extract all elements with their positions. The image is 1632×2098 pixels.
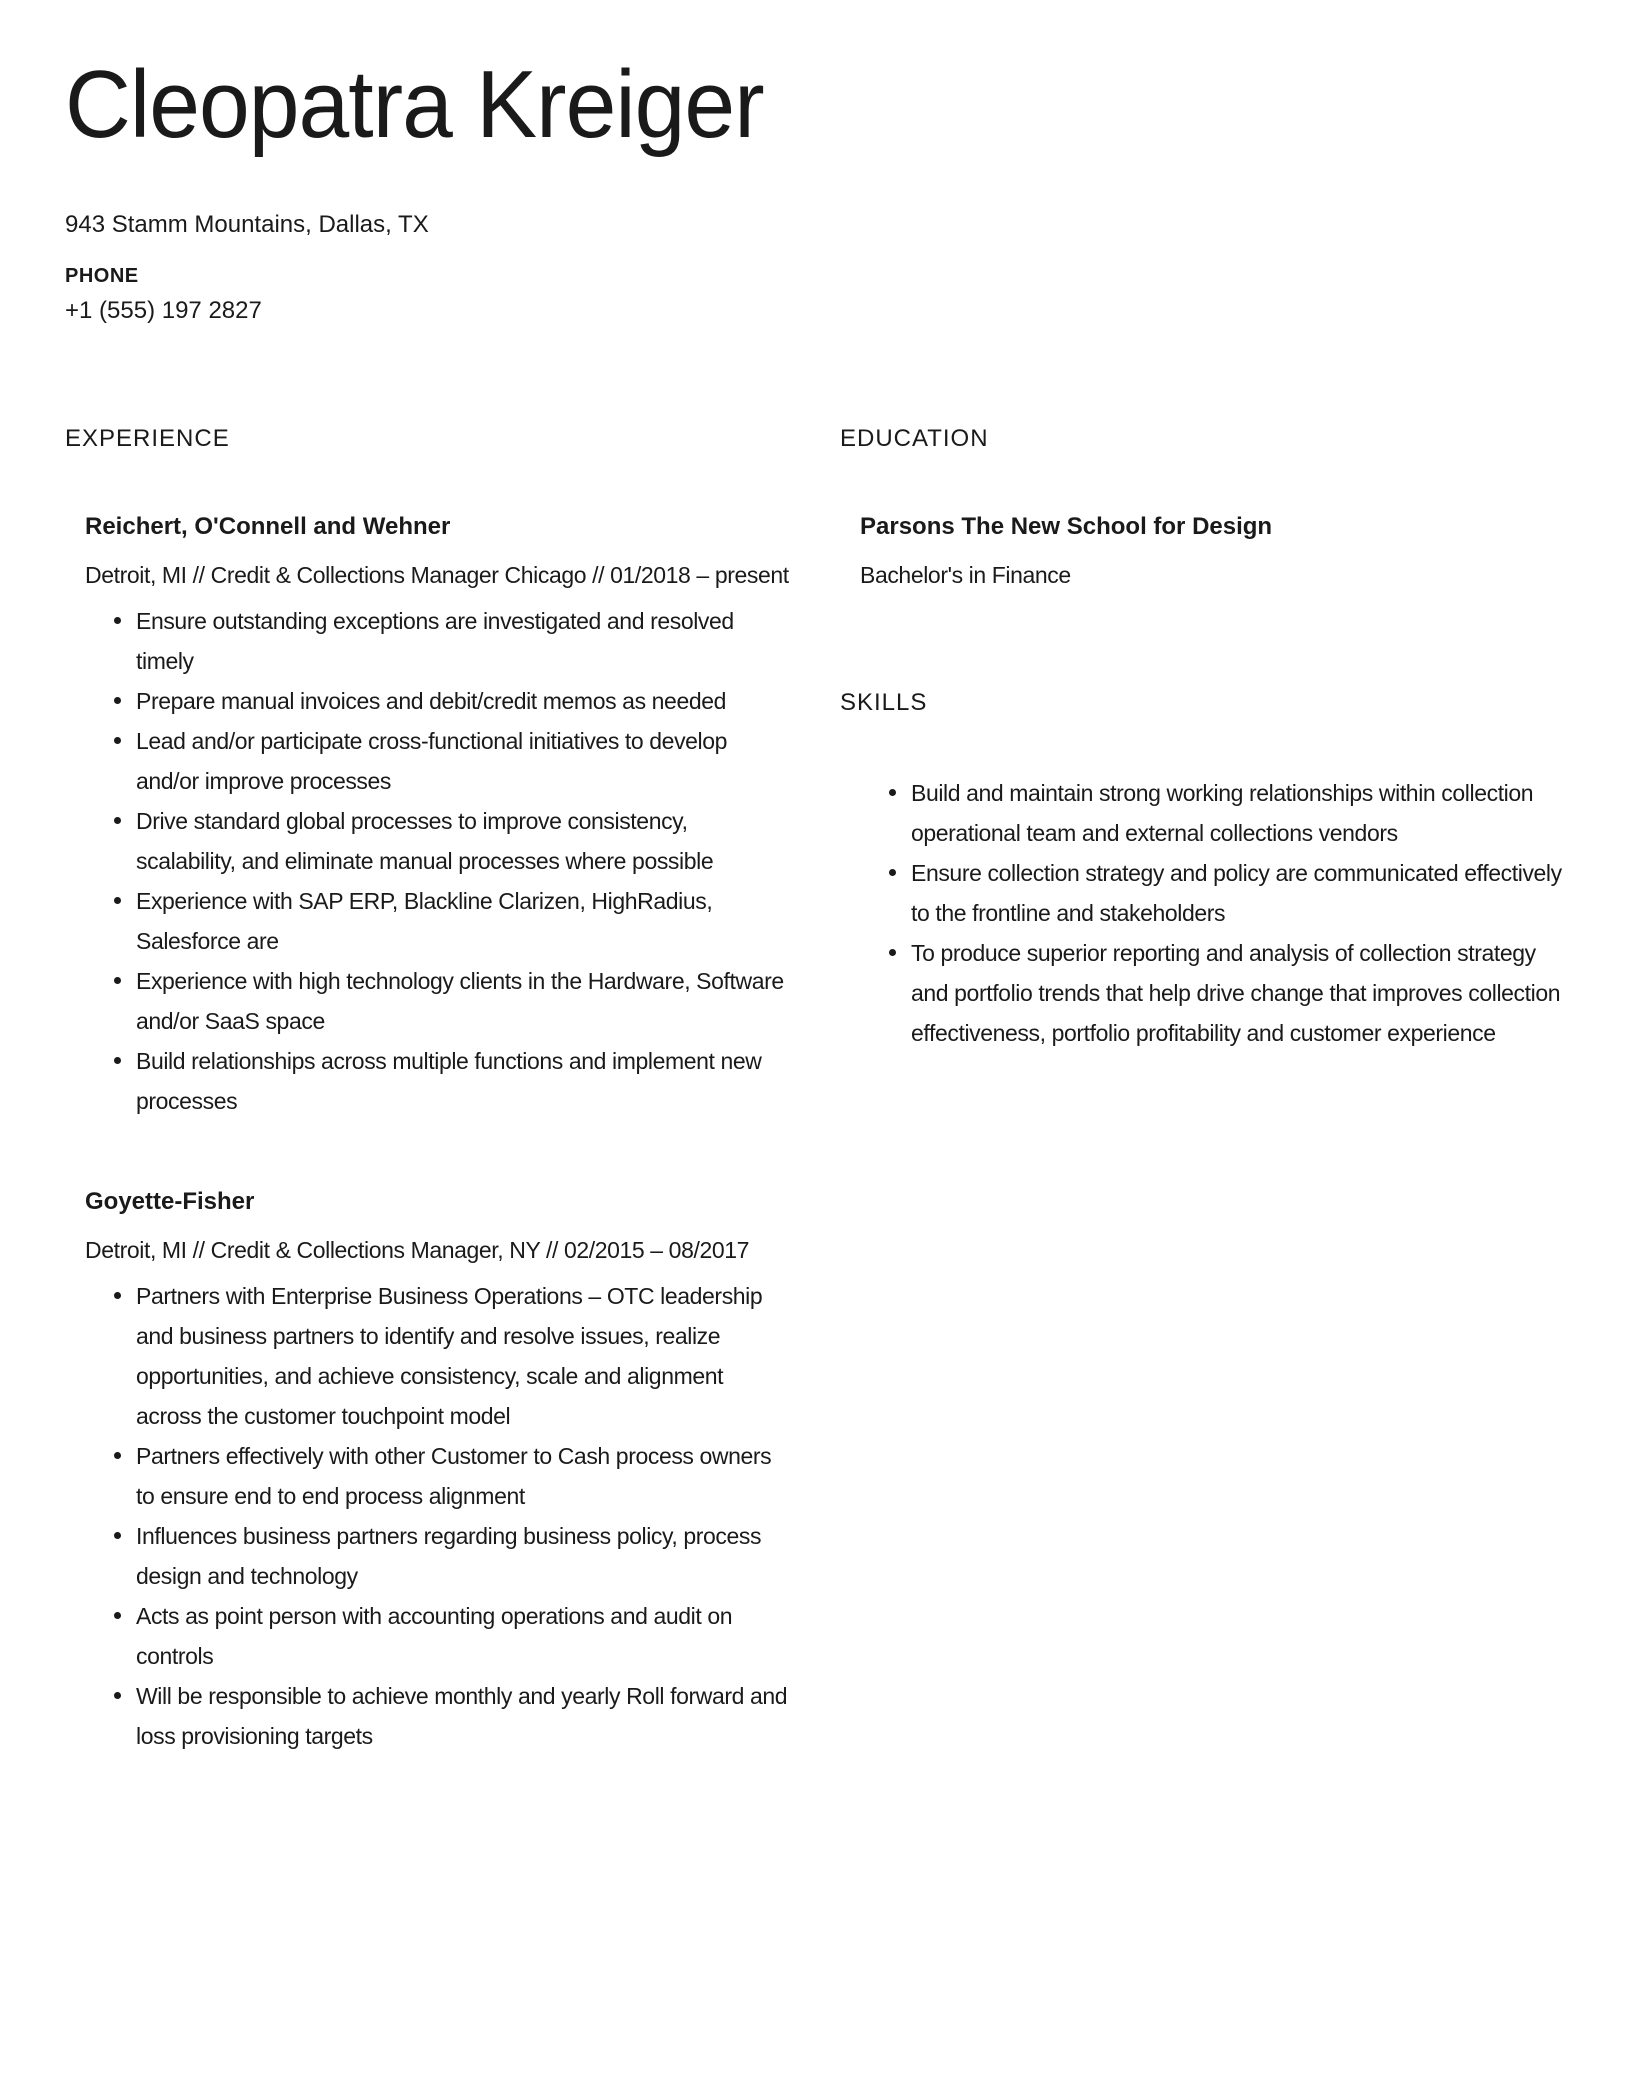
job-bullet: Experience with high technology clients in the Hardware, Software and/or SaaS space: [136, 961, 792, 1041]
resume-header: [65, 51, 1567, 331]
resume-page: [0, 51, 1632, 1756]
experience-job-1: [65, 509, 792, 1121]
skill-bullet: Ensure collection strategy and policy are communicated effectively to the frontline and stakeholders: [911, 853, 1567, 933]
job-bullet: Influences business partners regarding business policy, process design and technology: [136, 1516, 792, 1596]
job-meta: Detroit, MI // Credit & Collections Manager Chicago // 01/2018 – present: [85, 562, 789, 588]
job-meta: Detroit, MI // Credit & Collections Manager, NY // 02/2015 – 08/2017: [85, 1237, 750, 1263]
job-bullet: Partners effectively with other Customer to Cash process owners to ensure end to end process alignment: [136, 1436, 792, 1516]
school-name: Parsons The New School for Design: [860, 513, 1273, 540]
experience-job-2: [65, 1184, 792, 1756]
experience-column: [65, 423, 792, 1756]
education-entry: [840, 509, 1567, 596]
job-bullet: Ensure outstanding exceptions are investigated and resolved timely: [136, 601, 792, 681]
company-name: Goyette-Fisher: [85, 1188, 255, 1215]
phone-number: +1 (555) 197 2827: [65, 297, 262, 324]
job-bullet: Lead and/or participate cross-functional initiatives to develop and/or improve processes: [136, 721, 792, 801]
job-bullet: Drive standard global processes to improve consistency, scalability, and eliminate manual processes where possible: [136, 801, 792, 881]
job-bullet: Will be responsible to achieve monthly and yearly Roll forward and loss provisioning targets: [136, 1676, 792, 1756]
skills-body: [840, 773, 1567, 1053]
skill-bullet: Build and maintain strong working relationships within collection operational team and external collections vendors: [911, 773, 1567, 853]
experience-section-title: EXPERIENCE: [65, 425, 230, 452]
skills-bullet-list: [860, 773, 1567, 1053]
skills-section: [840, 687, 1567, 1053]
job-bullet: Acts as point person with accounting operations and audit on controls: [136, 1596, 792, 1676]
job-bullet: Experience with SAP ERP, Blackline Clarizen, HighRadius, Salesforce are: [136, 881, 792, 961]
company-name: Reichert, O'Connell and Wehner: [85, 513, 451, 540]
education-skills-column: [840, 423, 1567, 1756]
job-bullet: Partners with Enterprise Business Operations – OTC leadership and business partners to identify and resolve issues, realize opportunities, and achieve consistency, scale and alignment across the customer touchpoint model: [136, 1276, 792, 1436]
resume-columns: [65, 423, 1567, 1756]
job-bullet: Build relationships across multiple functions and implement new processes: [136, 1041, 792, 1121]
education-section: [840, 423, 1567, 596]
degree: Bachelor's in Finance: [860, 562, 1071, 588]
skill-bullet: To produce superior reporting and analysis of collection strategy and portfolio trends that help drive change that improves collection effectiveness, portfolio profitability and customer experience: [911, 933, 1567, 1053]
job-bullet: Prepare manual invoices and debit/credit memos as needed: [136, 681, 792, 721]
skills-section-title: SKILLS: [840, 689, 928, 716]
phone-label: PHONE: [65, 265, 139, 287]
candidate-name: Cleopatra Kreiger: [65, 51, 764, 158]
job-bullet-list: [85, 601, 792, 1121]
candidate-address: 943 Stamm Mountains, Dallas, TX: [65, 211, 429, 238]
education-section-title: EDUCATION: [840, 425, 989, 452]
job-bullet-list: [85, 1276, 792, 1756]
